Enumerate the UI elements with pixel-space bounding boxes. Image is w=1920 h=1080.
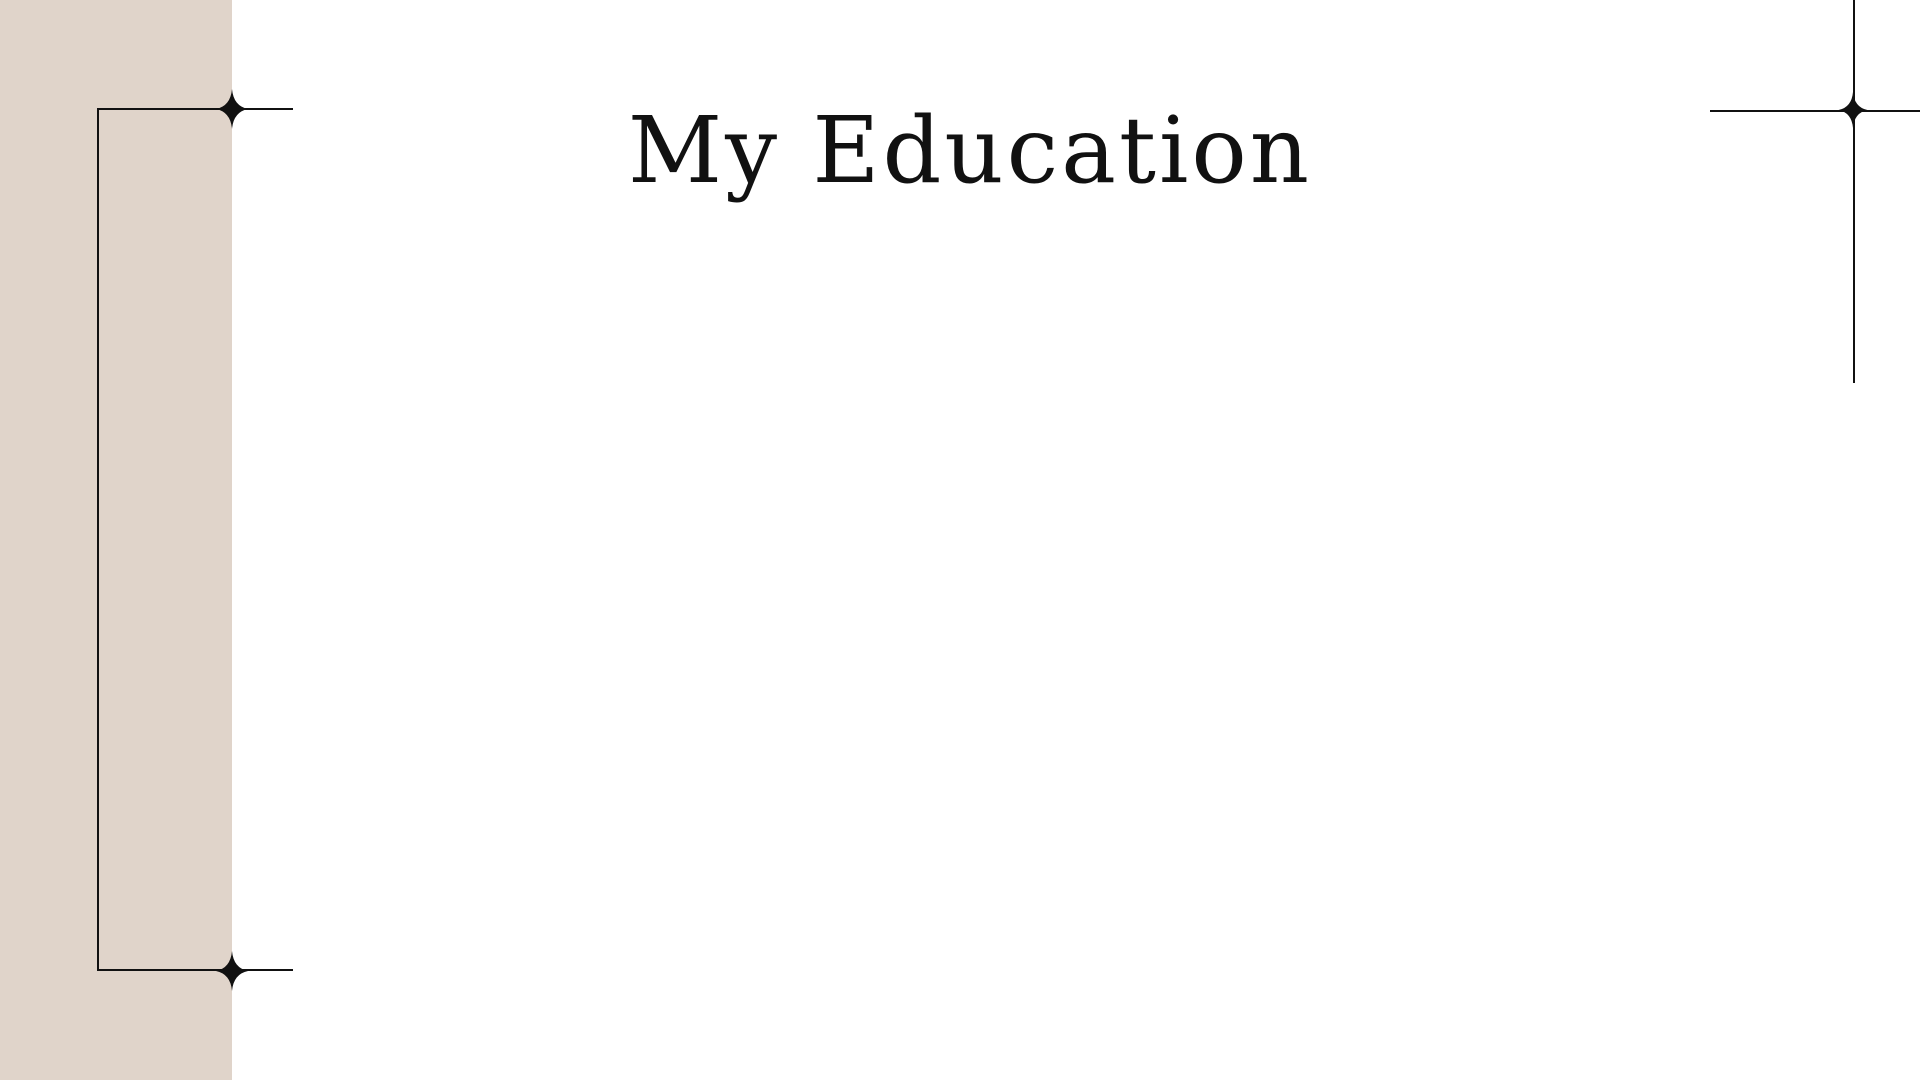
slide-title: My Education xyxy=(627,97,1313,204)
bracket-bottom-line xyxy=(97,969,293,971)
bracket-vertical-line xyxy=(97,109,99,971)
sparkle-star-icon xyxy=(216,951,248,991)
